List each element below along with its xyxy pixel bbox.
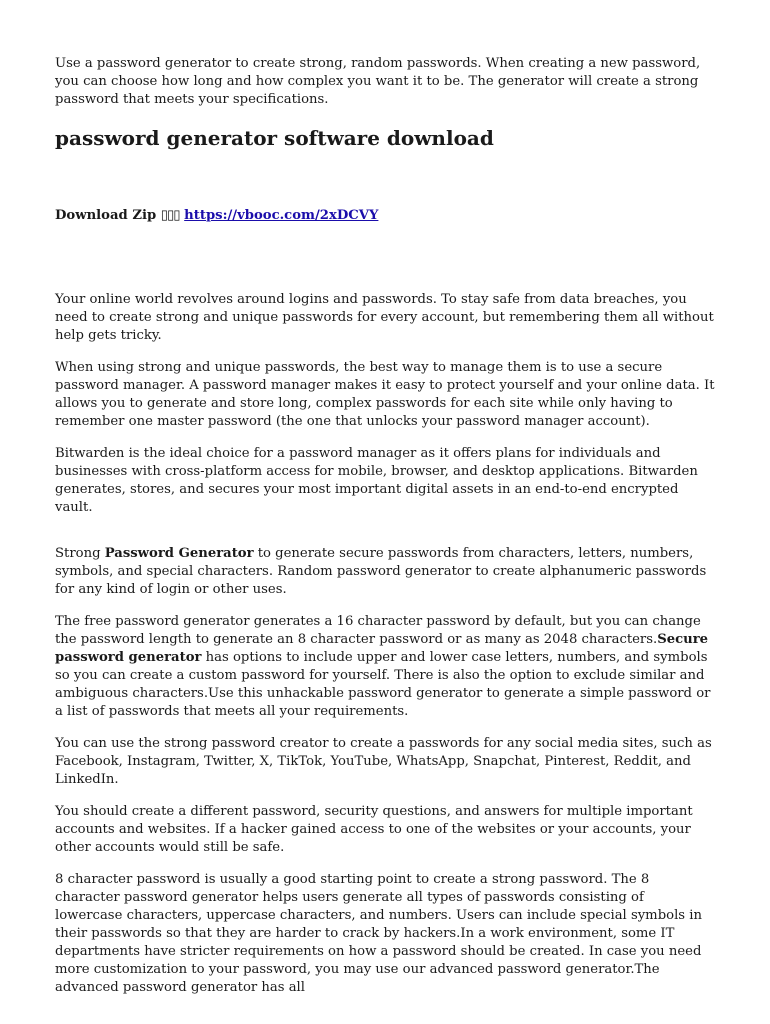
document-page [55, 55, 715, 1011]
bold-term: Password Generator [104, 546, 254, 561]
text-run: Strong [55, 546, 105, 561]
paragraph-8-character: 8 character password is usually a good starting point to create a strong password. The 8 character password generator helps users generate all types of passwords consisting of lowercase characters, uppercase characters, and numbers. Users can include special symbols in their passwords so that they are harder to crack by hackers.In a work environment, some IT departments have stricter requirements on how a password should be created. In case you need more customization to your password, you may use our advanced password generator.The advanced password generator has all [55, 872, 702, 995]
paragraph-different-passwords: You should create a different password, security questions, and answers for multiple important accounts and websites. If a hacker gained access to one of the websites or your accounts, your other accounts would still be safe. [55, 804, 693, 855]
text-run: The free password generator generates a 16 character password by default, but you can change the password length to generate an 8 character password or as many as 2048 characters. [55, 614, 701, 647]
intro-paragraph: Use a password generator to create strong, random passwords. When creating a new password, you can choose how long and how complex you want it to be. The generator will create a strong password that meets your specifications. [55, 56, 701, 107]
download-link[interactable]: https://vbooc.com/2xDCVY [184, 208, 379, 223]
paragraph-strong-generator [55, 545, 715, 599]
paragraph-logins: Your online world revolves around logins and passwords. To stay safe from data breaches, you need to create strong and unique passwords for every account, but remembering them all without help gets tricky. [55, 292, 714, 343]
paragraph-bitwarden: Bitwarden is the ideal choice for a password manager as it offers plans for individuals and businesses with cross-platform access for mobile, browser, and desktop applications. Bitwarden generates, stores, and secures your most important digital assets in an end-to-end encrypted vault. [55, 446, 698, 515]
paragraph-password-manager: When using strong and unique passwords, the best way to manage them is to use a secure password manager. A password manager makes it easy to protect yourself and your online data. It allows you to generate and store long, complex passwords for each site while only having to remember one master password (the one that unlocks your password manager account). [55, 360, 715, 429]
bold-term: Secure password generator [55, 632, 709, 665]
paragraph-social-media: You can use the strong password creator to create a passwords for any social media sites, such as Facebook, Instagram, Twitter, X, TikTok, YouTube, WhatsApp, Snapchat, Pinterest, Reddit, and LinkedIn. [55, 736, 712, 787]
spacer [55, 225, 715, 291]
text-run: has options to include upper and lower case letters, numbers, and symbols so you can create a custom password for yourself. There is also the option to exclude similar and ambiguous characters.Use this unhackable password generator to generate a simple password or a list of passwords that meets all your requirements. [55, 650, 711, 719]
download-line [55, 207, 715, 225]
text-run: to generate secure passwords from characters, letters, numbers, symbols, and special characters. Random password generator to create alphanumeric passwords for any kind of login or other uses. [55, 546, 707, 597]
download-label: Download Zip [55, 208, 157, 223]
placeholder-glyphs: ▯▯▯ [160, 208, 180, 223]
page-title: password generator software download [55, 126, 494, 150]
paragraph-free-generator [55, 613, 715, 721]
